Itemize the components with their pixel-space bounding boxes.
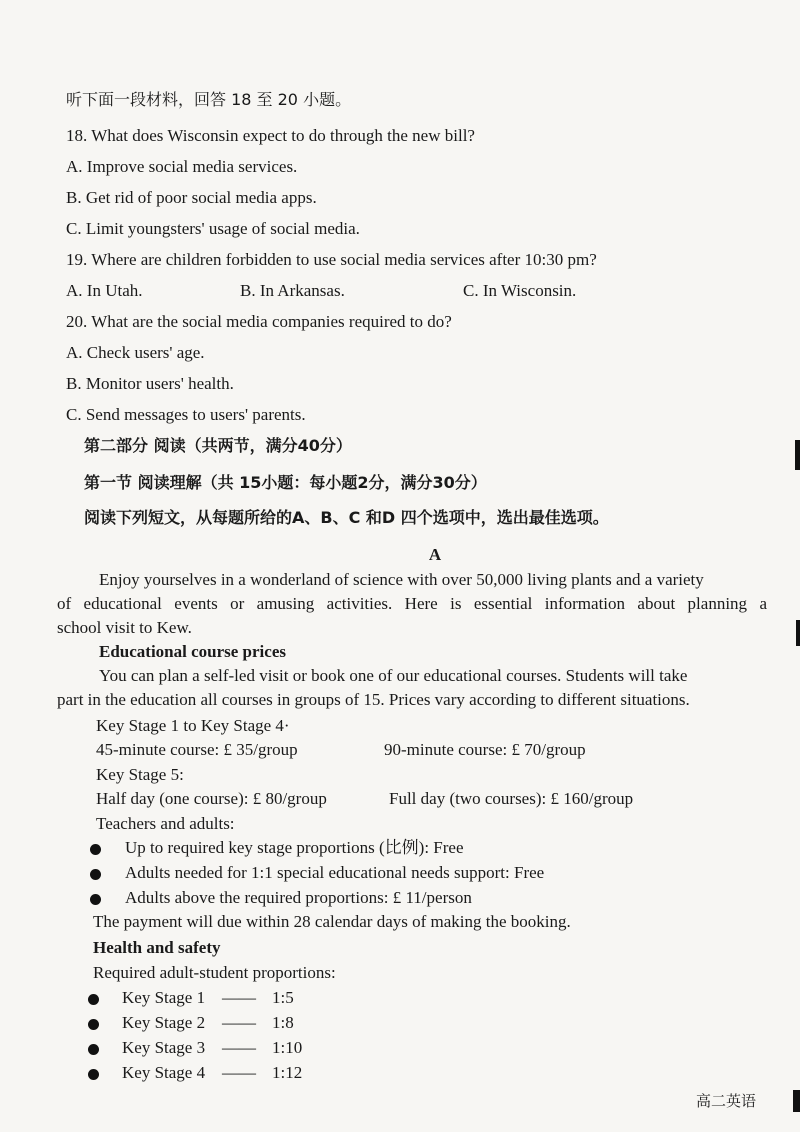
bullet-icon [90, 869, 101, 880]
bullet-icon [88, 1019, 99, 1030]
scan-edge-mark [795, 440, 800, 470]
bullet-icon [90, 894, 101, 905]
scan-edge-mark [796, 620, 800, 646]
price-item: 90-minute course: £ 70/group [384, 740, 586, 759]
passage-label: A [428, 545, 442, 564]
stage-ratio: 1:8 [272, 1013, 294, 1032]
price-item: Full day (two courses): £ 160/group [389, 789, 634, 808]
listening-instruction: 听下面一段材料，回答 18 至 20 小题。 [66, 90, 352, 109]
list-item: Adults needed for 1:1 special educational needs support: Free [125, 863, 545, 882]
price-item: Half day (one course): £ 80/group [96, 789, 327, 808]
stage-ratio: 1:12 [272, 1063, 303, 1082]
part-title: 第二部分 阅读（共两节，满分40分） [84, 436, 352, 455]
dash: —— [222, 988, 256, 1007]
stage-ratio: 1:5 [272, 988, 294, 1007]
option-b: B. Monitor users' health. [66, 374, 234, 393]
bullet-icon [90, 844, 101, 855]
passage-paragraph: school visit to Kew. [57, 618, 192, 637]
option-c: C. In Wisconsin. [463, 281, 577, 300]
course-paragraph: part in the education all courses in groups of 15. Prices vary according to different situations. [57, 690, 690, 709]
payment-note: The payment will due within 28 calendar days of making the booking. [93, 912, 571, 931]
price-label: Teachers and adults: [96, 814, 235, 833]
reading-instruction: 阅读下列短文，从每题所给的A、B、C 和D 四个选项中，选出最佳选项。 [84, 508, 609, 527]
option-a: A. Check users' age. [66, 343, 205, 362]
option-a: A. In Utah. [66, 281, 143, 300]
dash: —— [222, 1063, 256, 1082]
dash: —— [222, 1013, 256, 1032]
proportions-label: Required adult-student proportions: [93, 963, 336, 982]
list-item: Up to required key stage proportions (比例): Free [125, 838, 464, 857]
question-stem: 19. Where are children forbidden to use social media services after 10:30 pm? [66, 250, 597, 269]
option-b: B. Get rid of poor social media apps. [66, 188, 317, 207]
course-paragraph: You can plan a self-led visit or book one of our educational courses. Students will take [99, 666, 688, 685]
bullet-icon [88, 1044, 99, 1055]
bullet-icon [88, 994, 99, 1005]
price-label: Key Stage 5: [96, 765, 184, 784]
section-title: 第一节 阅读理解（共 15小题：每小题2分，满分30分） [84, 473, 487, 492]
question-stem: 20. What are the social media companies required to do? [66, 312, 452, 331]
option-c: C. Limit youngsters' usage of social media. [66, 219, 360, 238]
dash: —— [222, 1038, 256, 1057]
stage-name: Key Stage 1 [122, 988, 206, 1007]
bullet-icon [88, 1069, 99, 1080]
safety-heading: Health and safety [93, 938, 221, 957]
stage-name: Key Stage 2 [122, 1013, 206, 1032]
scan-edge-mark [793, 1090, 800, 1112]
question-stem: 18. What does Wisconsin expect to do through the new bill? [66, 126, 475, 145]
stage-name: Key Stage 4 [122, 1063, 206, 1082]
passage-paragraph: of educational events or amusing activities. Here is essential information about planning a [57, 594, 767, 613]
footer-label: 高二英语 [696, 1092, 757, 1110]
option-b: B. In Arkansas. [240, 281, 345, 300]
list-item: Adults above the required proportions: £ 11/person [125, 888, 472, 907]
price-item: 45-minute course: £ 35/group [96, 740, 298, 759]
stage-ratio: 1:10 [272, 1038, 303, 1057]
course-heading: Educational course prices [99, 642, 286, 661]
price-label: Key Stage 1 to Key Stage 4· [96, 716, 290, 735]
passage-paragraph: Enjoy yourselves in a wonderland of science with over 50,000 living plants and a variety [99, 570, 704, 589]
option-a: A. Improve social media services. [66, 157, 298, 176]
option-c: C. Send messages to users' parents. [66, 405, 306, 424]
stage-name: Key Stage 3 [122, 1038, 206, 1057]
